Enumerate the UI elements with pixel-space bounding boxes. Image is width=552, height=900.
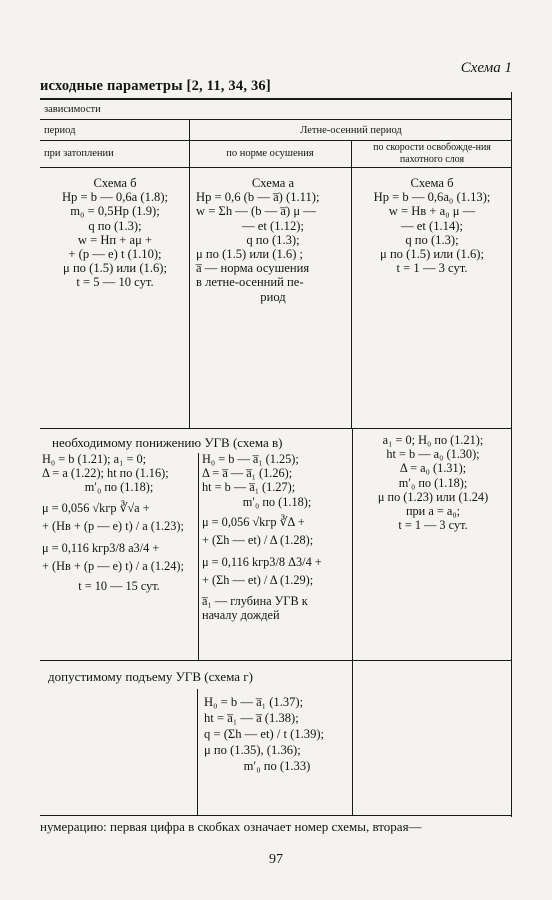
- formula-line: w = Hп + aμ +: [77, 232, 153, 247]
- row1-col2-formulas: [196, 176, 350, 304]
- row3-col2-formulas: [204, 694, 350, 774]
- formula-line: + (Σh — et) / Δ (1.29);: [202, 573, 314, 588]
- formula-line: μ по (1.23) или (1.24): [377, 489, 489, 504]
- formula-line: t = 5 — 10 сут.: [76, 275, 154, 290]
- formula-line: t = 10 — 15 сут.: [78, 579, 160, 594]
- formula-line: + (Σh — et) / Δ (1.28);: [202, 533, 314, 548]
- table-bottom-rule: [40, 815, 512, 816]
- header-summer-autumn: Летне-осенний период: [300, 125, 402, 136]
- formula-line: q по (1.3);: [405, 232, 459, 247]
- formula-line: t = 1 — 3 сут.: [396, 261, 468, 276]
- row2-col2-formulas: [202, 452, 352, 622]
- formula-line: m′₀ по (1.33): [243, 759, 311, 773]
- col-sep-1-row3: [197, 689, 198, 815]
- formula-line: m₀ = 0,5Hр (1.9);: [70, 204, 160, 219]
- page-title: исходные параметры [2, 11, 34, 36]: [40, 78, 271, 94]
- formula-line: Δ = a̅ — a̅₁ (1.26);: [202, 466, 293, 481]
- formula-line: ht = a̅₁ — a̅ (1.38);: [204, 711, 299, 725]
- schema-label: Схема 1: [460, 60, 512, 76]
- formula-line: Hр = 0,6 (b — a̅) (1.11);: [196, 190, 320, 205]
- formula-line: m′₀ по (1.18);: [242, 494, 312, 509]
- formula-line: m′₀ по (1.18);: [398, 475, 468, 490]
- row3-section-title: допустимому подъему УГВ (схема г): [48, 669, 253, 684]
- row1-col3-formulas: [354, 176, 510, 275]
- header-release-speed: по скорости освобожде-ния пахотного слоя: [373, 142, 491, 165]
- formula-line: Hр = b — 0,6a₀ (1.13);: [373, 190, 491, 205]
- formula-line: q = (Σh — et) / t (1.39);: [204, 727, 325, 741]
- col-sep-1-header: [189, 119, 190, 428]
- formula-line: Схема б: [410, 176, 454, 190]
- header-at-flooding: при затоплении: [44, 148, 114, 159]
- header-rule-3: [40, 167, 512, 168]
- formula-line: Δ = a (1.22); ht по (1.16);: [42, 466, 169, 481]
- formula-line: w = Σh — (b — a̅) μ —: [196, 204, 316, 219]
- formula-line: m′₀ по (1.18);: [84, 480, 154, 495]
- formula-line: ht = b — a̅₁ (1.27);: [202, 480, 296, 495]
- col-sep-2-row3: [352, 660, 353, 815]
- formula-line: μ по (1.5) или (1.6) ;: [196, 247, 304, 262]
- formula-line: a₁ = 0; H₀ по (1.21);: [382, 433, 484, 447]
- header-period: период: [44, 125, 76, 136]
- col-sep-2-header: [351, 140, 352, 428]
- formula-line: q по (1.3);: [88, 218, 142, 233]
- formula-line: Hр = b — 0,6a (1.8);: [61, 190, 169, 205]
- formula-line: H₀ = b — a̅₁ (1.25);: [202, 452, 299, 466]
- row2-bottom-rule: [40, 660, 512, 661]
- row2-col3-formulas: [354, 433, 512, 532]
- header-rule-1: [40, 119, 512, 120]
- formula-line: — et (1.14);: [401, 218, 463, 233]
- formula-line: w = Hв + a₀ μ —: [388, 204, 476, 219]
- formula-line: началу дождей: [202, 607, 280, 622]
- formula-line: μ = 0,116 kгр3/8 Δ3/4 +: [202, 555, 322, 570]
- header-rule-2: [40, 140, 512, 141]
- formula-line: μ = 0,056 √kгр ∛√a +: [42, 500, 150, 515]
- formula-line: q по (1.3);: [246, 232, 300, 247]
- table-top-rule: [40, 98, 512, 100]
- formula-line: риод: [260, 289, 286, 304]
- header-dependencies: зависимости: [44, 104, 101, 115]
- formula-line: μ по (1.5) или (1.6);: [63, 261, 167, 276]
- formula-line: Δ = a₀ (1.31);: [399, 461, 467, 476]
- formula-line: μ = 0,116 kгр3/8 a3/4 +: [42, 541, 160, 556]
- col-sep-2-row2: [352, 428, 353, 660]
- formula-line: — et (1.12);: [242, 218, 304, 233]
- formula-line: в летне-осенний пе-: [196, 275, 304, 290]
- formula-line: μ по (1.35), (1.36);: [204, 743, 301, 757]
- formula-line: a̅ — норма осушения: [196, 261, 310, 276]
- row2-section-title: необходимому понижению УГВ (схема в): [52, 435, 283, 450]
- formula-line: μ по (1.5) или (1.6);: [380, 247, 484, 262]
- formula-line: a̅₁ — глубина УГВ к: [202, 593, 308, 608]
- row1-bottom-rule: [40, 428, 512, 429]
- header-drainage-norm: по норме осушения: [226, 148, 314, 159]
- row2-col1-formulas: [42, 452, 196, 594]
- row1-col1-formulas: [42, 176, 188, 290]
- formula-line: + (p — e) t (1.10);: [68, 247, 162, 262]
- footer-text: нумерацию: первая цифра в скобках означает номер схемы, вторая—: [40, 819, 422, 834]
- formula-line: + (Hв + (p — e) t) / a (1.23);: [42, 518, 184, 533]
- formula-line: H₀ = b (1.21); a₁ = 0;: [42, 452, 147, 466]
- formula-line: H₀ = b — a̅₁ (1.37);: [204, 695, 304, 709]
- page-number: 97: [269, 852, 283, 867]
- formula-line: μ = 0,056 √kгр ∛Δ +: [202, 514, 305, 529]
- formula-line: t = 1 — 3 сут.: [398, 518, 468, 533]
- formula-line: Схема а: [251, 176, 295, 190]
- formula-line: + (Hв + (p — e) t) / a (1.24);: [42, 559, 184, 574]
- formula-line: ht = b — a₀ (1.30);: [386, 447, 480, 462]
- col-sep-1-row2: [198, 453, 199, 660]
- formula-line: при a = a₀;: [405, 504, 461, 519]
- formula-line: Схема б: [93, 176, 137, 190]
